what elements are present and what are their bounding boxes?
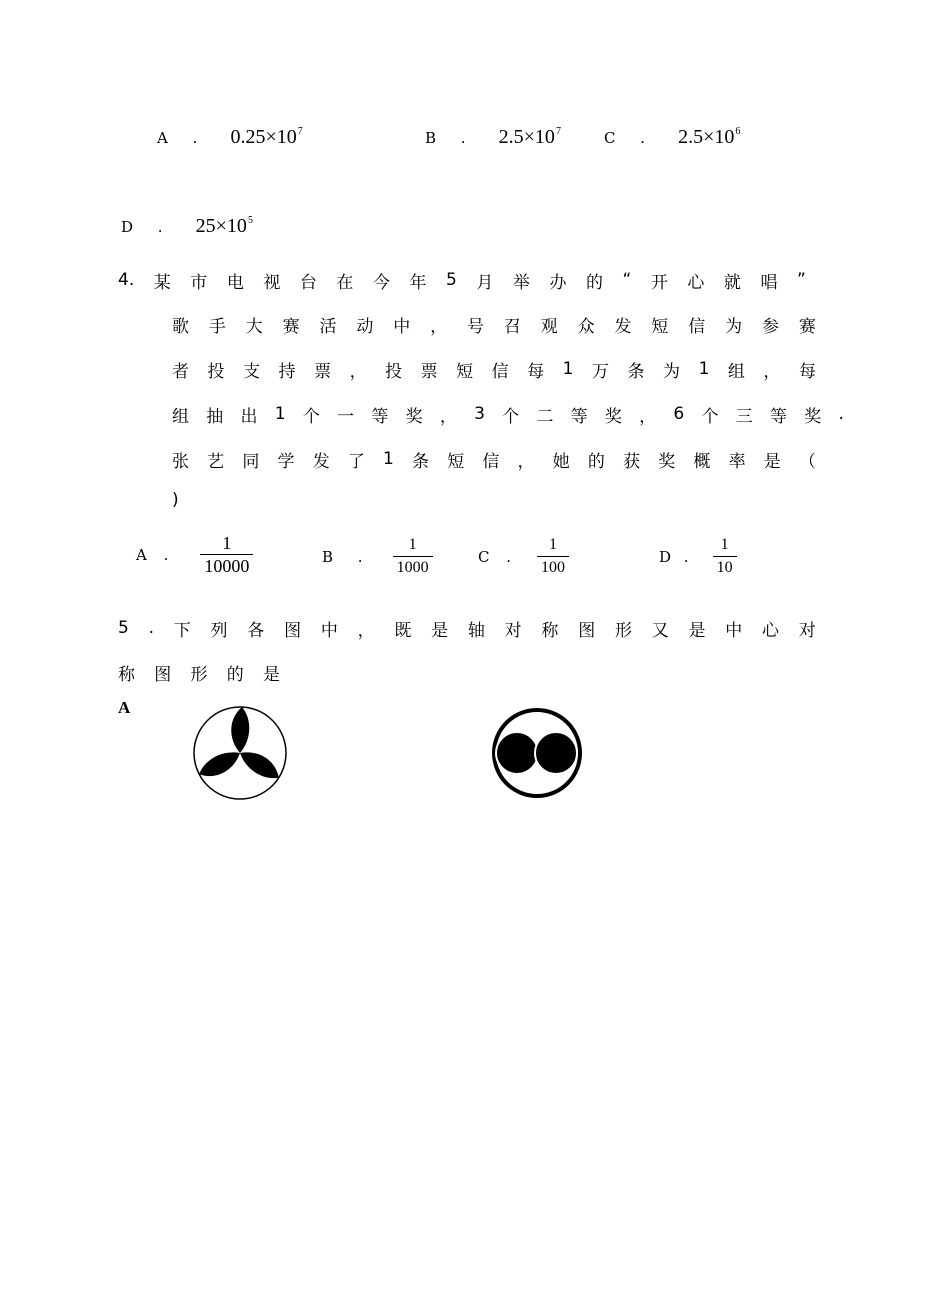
q5-figure-label: A xyxy=(118,698,131,717)
q4-line-5 xyxy=(172,446,816,472)
text-glyph: 下 xyxy=(173,620,191,641)
text-glyph: 为 xyxy=(725,316,743,337)
text-glyph: 者 xyxy=(172,361,189,382)
q4-option-d-fraction: $\frac{1}{10}$ xyxy=(715,535,735,578)
text-glyph: 赛 xyxy=(282,316,300,337)
text-glyph: 同 xyxy=(242,451,260,472)
text-glyph: 投 xyxy=(207,361,225,382)
text-glyph: 心 xyxy=(762,620,780,641)
text-glyph: ) xyxy=(172,490,179,510)
text-glyph: ， xyxy=(430,316,448,337)
text-glyph: 召 xyxy=(503,316,521,337)
q4-option-a xyxy=(136,533,251,576)
text-glyph: 条 xyxy=(627,361,645,382)
text-glyph: 发 xyxy=(614,316,632,337)
text-glyph: 奖 xyxy=(405,406,423,427)
text-glyph: 称 xyxy=(118,664,135,685)
text-glyph: ， xyxy=(763,361,781,382)
text-glyph: 支 xyxy=(243,361,261,382)
text-glyph: 信 xyxy=(688,316,706,337)
text-glyph: 图 xyxy=(284,620,302,641)
text-glyph: 概 xyxy=(693,451,711,472)
text-glyph: 在 xyxy=(336,272,354,293)
q4-option-c-label: C . xyxy=(478,547,518,566)
text-glyph: 某 xyxy=(153,272,171,293)
text-glyph: 1 xyxy=(562,359,574,379)
text-glyph: 张 xyxy=(172,451,189,472)
text-glyph: 心 xyxy=(687,272,705,293)
text-glyph: 众 xyxy=(577,316,595,337)
text-glyph: 列 xyxy=(210,620,228,641)
text-glyph: 等 xyxy=(769,406,787,427)
text-glyph: 信 xyxy=(491,361,509,382)
text-glyph: 奖 xyxy=(658,451,676,472)
text-glyph: 的 xyxy=(585,272,603,293)
text-glyph: 学 xyxy=(277,451,295,472)
q4-line-1 xyxy=(118,267,806,293)
q4-line-4 xyxy=(172,401,844,427)
text-glyph: 年 xyxy=(409,272,427,293)
text-glyph: 5 xyxy=(118,618,129,638)
text-glyph: ， xyxy=(357,620,375,641)
q4-option-b xyxy=(322,535,431,578)
text-glyph: 信 xyxy=(482,451,500,472)
text-glyph: 出 xyxy=(240,406,258,427)
q5-line-1 xyxy=(118,615,816,641)
q3-option-b-value: $2.5\times 10^7$ xyxy=(498,126,561,148)
text-glyph: 是 xyxy=(263,664,280,685)
q3-option-d-value: $25\times 10^5$ xyxy=(195,215,253,237)
text-glyph: 奖 xyxy=(804,406,822,427)
text-glyph: 视 xyxy=(263,272,281,293)
text-glyph: 4. xyxy=(118,270,135,290)
text-glyph: 个 xyxy=(302,406,320,427)
text-glyph: 办 xyxy=(549,272,567,293)
text-glyph: 5 xyxy=(446,270,457,290)
text-glyph: 组 xyxy=(172,406,189,427)
text-glyph: 歌 xyxy=(172,316,189,337)
q3-option-c-value: $2.5\times 10^6$ xyxy=(678,126,741,148)
two-circles-figure xyxy=(490,706,584,800)
q4-option-a-fraction: $\frac{1}{10000}$ xyxy=(202,533,251,576)
text-glyph: 一 xyxy=(337,406,355,427)
text-glyph: 对 xyxy=(798,620,816,641)
text-glyph: ， xyxy=(639,406,657,427)
propeller-blade xyxy=(235,745,284,784)
text-glyph: . xyxy=(148,618,154,638)
text-glyph: 的 xyxy=(587,451,605,472)
text-glyph: 票 xyxy=(420,361,438,382)
text-glyph: 票 xyxy=(314,361,332,382)
text-glyph: 抽 xyxy=(206,406,224,427)
q3-option-a-value: $0.25\times 10^7$ xyxy=(230,126,303,148)
text-glyph: 参 xyxy=(762,316,779,337)
text-glyph: 开 xyxy=(650,272,668,293)
propeller-figure xyxy=(190,704,290,802)
q4-option-d xyxy=(659,535,735,578)
propeller-blade xyxy=(196,745,245,784)
text-glyph: 形 xyxy=(190,664,208,685)
text-glyph: 动 xyxy=(356,316,374,337)
propeller-blade xyxy=(231,707,249,753)
text-glyph: 又 xyxy=(651,620,669,641)
q3-option-b-label: B . xyxy=(425,129,476,147)
text-glyph: 等 xyxy=(570,406,588,427)
text-glyph: 轴 xyxy=(467,620,485,641)
text-glyph: 3 xyxy=(474,404,485,424)
text-glyph: 三 xyxy=(735,406,753,427)
text-glyph: ， xyxy=(349,361,367,382)
text-glyph: 短 xyxy=(651,316,669,337)
text-glyph: 各 xyxy=(247,620,265,641)
text-glyph: 唱 xyxy=(760,272,778,293)
text-glyph: 对 xyxy=(504,620,522,641)
text-glyph: 为 xyxy=(663,361,681,382)
text-glyph: 中 xyxy=(320,620,338,641)
text-glyph: 号 xyxy=(467,316,484,337)
text-glyph: 组 xyxy=(727,361,745,382)
text-glyph: 观 xyxy=(540,316,558,337)
text-glyph: 中 xyxy=(393,316,411,337)
text-glyph: 台 xyxy=(299,272,317,293)
text-glyph: 图 xyxy=(578,620,596,641)
text-glyph: 1 xyxy=(274,404,286,424)
text-glyph: 二 xyxy=(536,406,554,427)
q3-option-a-label: A . xyxy=(157,129,208,147)
q3-option-d xyxy=(121,215,253,238)
q3-option-a xyxy=(157,126,303,149)
text-glyph: 赛 xyxy=(798,316,816,337)
text-glyph: 1 xyxy=(698,359,710,379)
text-glyph: 图 xyxy=(154,664,172,685)
q4-option-d-label: D . xyxy=(659,547,693,566)
text-glyph: “ xyxy=(622,270,632,290)
text-glyph: 手 xyxy=(208,316,226,337)
text-glyph: 是 xyxy=(688,620,706,641)
text-glyph: 电 xyxy=(226,272,244,293)
text-glyph: 每 xyxy=(798,361,816,382)
text-glyph: 中 xyxy=(725,620,743,641)
text-glyph: 艺 xyxy=(207,451,225,472)
text-glyph: 每 xyxy=(527,361,545,382)
q4-option-b-fraction: $\frac{1}{1000}$ xyxy=(395,535,431,578)
text-glyph: 月 xyxy=(476,272,494,293)
q3-option-c xyxy=(604,126,740,149)
text-glyph: 奖 xyxy=(604,406,622,427)
q5-line-2 xyxy=(118,659,280,685)
left-filled-circle xyxy=(496,732,538,774)
text-glyph: 举 xyxy=(512,272,530,293)
text-glyph: 今 xyxy=(372,272,390,293)
text-glyph: 就 xyxy=(723,272,741,293)
q4-option-a-label: A . xyxy=(136,545,175,564)
text-glyph: 短 xyxy=(456,361,474,382)
text-glyph: 持 xyxy=(278,361,296,382)
text-glyph: 个 xyxy=(502,406,520,427)
q3-option-d-label: D . xyxy=(121,218,173,236)
text-glyph: 短 xyxy=(447,451,465,472)
text-glyph: 大 xyxy=(245,316,263,337)
text-glyph: 等 xyxy=(371,406,389,427)
q4-line-6 xyxy=(172,490,212,516)
text-glyph: ， xyxy=(439,406,457,427)
text-glyph: ” xyxy=(796,270,806,290)
text-glyph: （ xyxy=(798,451,816,472)
q4-option-c-fraction: $\frac{1}{100}$ xyxy=(539,535,567,578)
text-glyph: 率 xyxy=(728,451,746,472)
text-glyph: 1 xyxy=(383,449,394,469)
q4-line-2 xyxy=(172,311,816,337)
right-filled-circle xyxy=(535,732,577,774)
text-glyph: 万 xyxy=(592,361,610,382)
text-glyph: 个 xyxy=(701,406,719,427)
text-glyph: 条 xyxy=(412,451,430,472)
text-glyph: 的 xyxy=(226,664,244,685)
text-glyph: 获 xyxy=(623,451,641,472)
text-glyph: 了 xyxy=(347,451,365,472)
text-glyph: 市 xyxy=(190,272,208,293)
text-glyph: 发 xyxy=(312,451,330,472)
text-glyph: 6 xyxy=(673,404,685,424)
q4-option-c xyxy=(478,535,567,578)
text-glyph: 是 xyxy=(431,620,449,641)
text-glyph: 形 xyxy=(614,620,632,641)
text-glyph: 既 xyxy=(394,620,412,641)
q3-option-b xyxy=(425,126,561,149)
text-glyph: 投 xyxy=(385,361,403,382)
text-glyph: 她 xyxy=(552,451,570,472)
text-glyph: ， xyxy=(517,451,535,472)
text-glyph: . xyxy=(838,404,844,424)
q3-option-c-label: C . xyxy=(604,129,656,147)
text-glyph: 是 xyxy=(763,451,781,472)
text-glyph: 活 xyxy=(319,316,337,337)
q4-line-3 xyxy=(172,356,816,382)
text-glyph: 称 xyxy=(541,620,559,641)
q4-option-b-label: B . xyxy=(322,547,373,566)
